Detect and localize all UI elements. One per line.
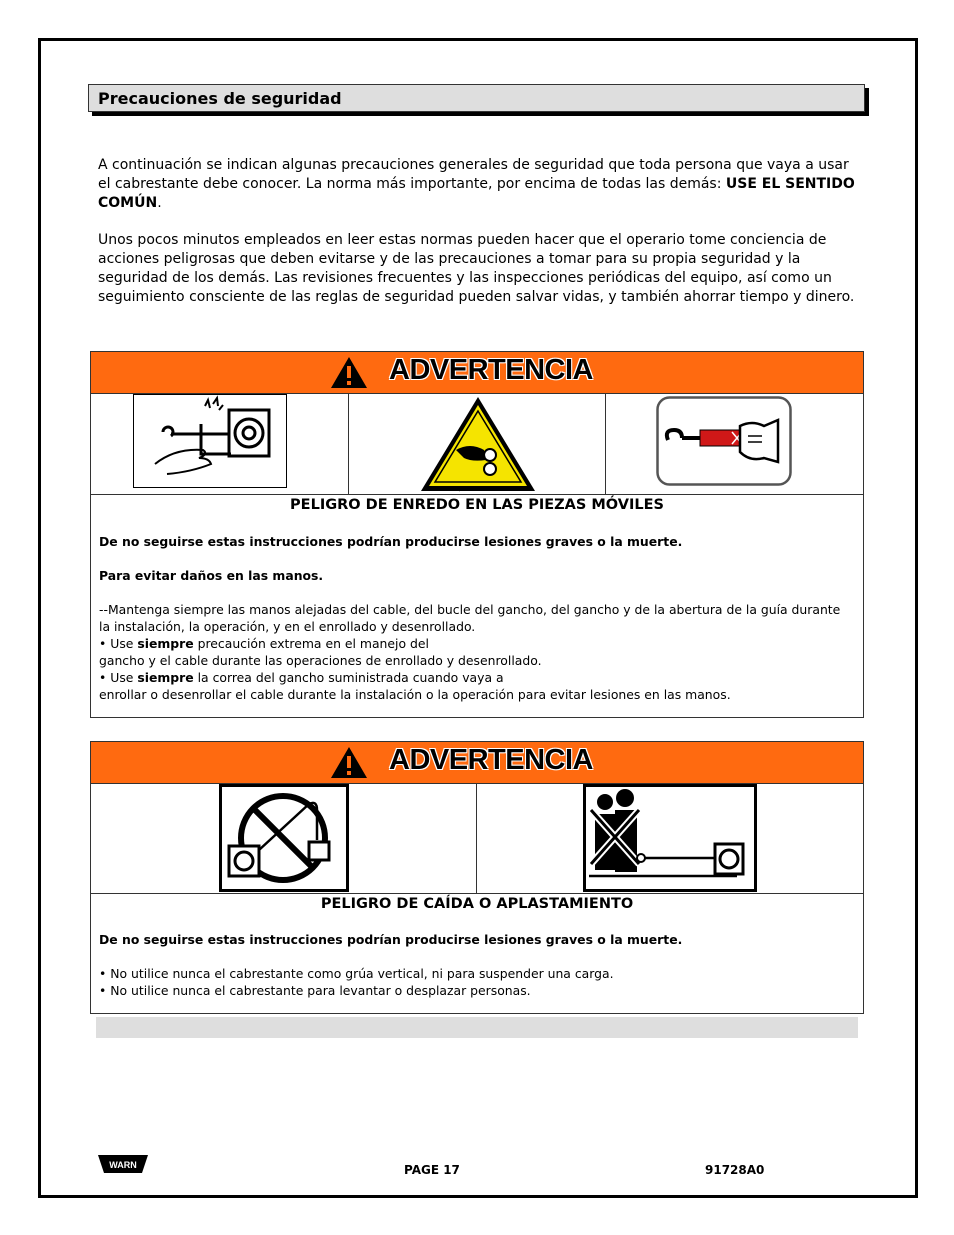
pictogram-row	[91, 394, 863, 495]
bullet-text: la correa del gancho suministrada cuando vaya a	[193, 670, 504, 685]
bullet-text: precaución extrema en el manejo del	[193, 636, 429, 651]
warning-banner-text: ADVERTENCIA	[389, 744, 593, 776]
page-number: PAGE 17	[404, 1163, 460, 1177]
warning-body	[91, 497, 863, 717]
bullet-item	[99, 635, 855, 652]
hook-strap-icon	[656, 396, 792, 486]
instruction-text: --Mantenga siempre las manos alejadas del cable, del bucle del gancho, del gancho y de la abertura de la guía durante la instalación, la operación, y en el enrollado y desenrollado.	[99, 602, 841, 634]
intro-paragraph-2: Unos pocos minutos empleados en leer estas normas pueden hacer que el operario tome conciencia de acciones peligrosas que deben evitarse y de las precauciones a tomar para su propia seguridad y la seguridad de los demás. Las revisiones frecuentes y las inspecciones periódicas del equipo, así como un seguimiento consciente de las reglas de seguridad pueden salvar vidas, y también ahorrar tiempo y dinero.	[98, 232, 855, 305]
bullet-item: • No utilice nunca el cabrestante como grúa vertical, ni para suspender una carga.	[99, 966, 614, 981]
bullet-continuation: gancho y el cable durante las operaciones de enrollado y desenrollado.	[99, 653, 542, 668]
common-sense-emphasis: USE EL SENTIDO COMÚN	[98, 176, 855, 211]
pictogram-cell	[477, 784, 863, 893]
intro-text: A continuación se indican algunas precauciones generales de seguridad que toda persona que vaya a usar el cabrestante debe conocer. La norma más importante, por encima de todas las demás:	[98, 157, 849, 192]
avoid-injury-heading: Para evitar daños en las manos.	[99, 568, 324, 583]
bullet-continuation: enrollar o desenrollar el cable durante la instalación o la operación para evitar lesiones en las manos.	[99, 687, 731, 702]
bullet-text: • Use	[99, 670, 138, 685]
sticker-text: ©1996 HCS, Inc. 800-748-0241 No. 1016D-1	[437, 488, 518, 492]
warn-logo-text: WARN	[109, 1160, 137, 1170]
pictogram-cell	[91, 784, 477, 893]
hazard-title: PELIGRO DE ENREDO EN LAS PIEZAS MÓVILES	[290, 497, 664, 513]
pictogram-cell	[606, 394, 863, 494]
pictogram-cell	[349, 394, 607, 494]
bullet-item: • No utilice nunca el cabrestante para levantar o desplazar personas.	[99, 983, 531, 998]
severity-statement: De no seguirse estas instrucciones podrían producirse lesiones graves o la muerte.	[99, 932, 683, 947]
severity-statement: De no seguirse estas instrucciones podrían producirse lesiones graves o la muerte.	[99, 534, 683, 549]
warning-box-entanglement	[90, 351, 864, 718]
grey-separator	[96, 1017, 858, 1038]
bullet-emphasis: siempre	[137, 636, 194, 651]
hazard-title: PELIGRO DE CAÍDA O APLASTAMIENTO	[320, 896, 634, 912]
intro-paragraph-1	[98, 156, 858, 213]
warning-triangle-icon	[327, 742, 371, 783]
no-lifting-load-icon	[219, 784, 349, 892]
warning-banner-text: ADVERTENCIA	[389, 354, 593, 386]
bullet-emphasis: siempre	[137, 670, 194, 685]
document-number: 91728A0	[705, 1163, 765, 1177]
warning-banner	[91, 742, 863, 784]
warning-body	[91, 896, 863, 1013]
bullet-text: • Use	[99, 636, 138, 651]
pictogram-row	[91, 784, 863, 894]
section-heading: Precauciones de seguridad	[98, 89, 342, 108]
pictogram-cell	[91, 394, 349, 494]
warn-logo	[98, 1153, 148, 1175]
warning-triangle-icon	[327, 352, 371, 393]
hand-near-drum-icon	[133, 394, 287, 488]
warning-banner	[91, 352, 863, 394]
section-heading-box	[88, 84, 865, 112]
entanglement-hazard-sign-icon	[418, 394, 538, 494]
bullet-item	[99, 669, 855, 686]
warning-box-fall-crush	[90, 741, 864, 1014]
no-lifting-people-icon	[583, 784, 757, 892]
intro-period: .	[157, 195, 162, 211]
